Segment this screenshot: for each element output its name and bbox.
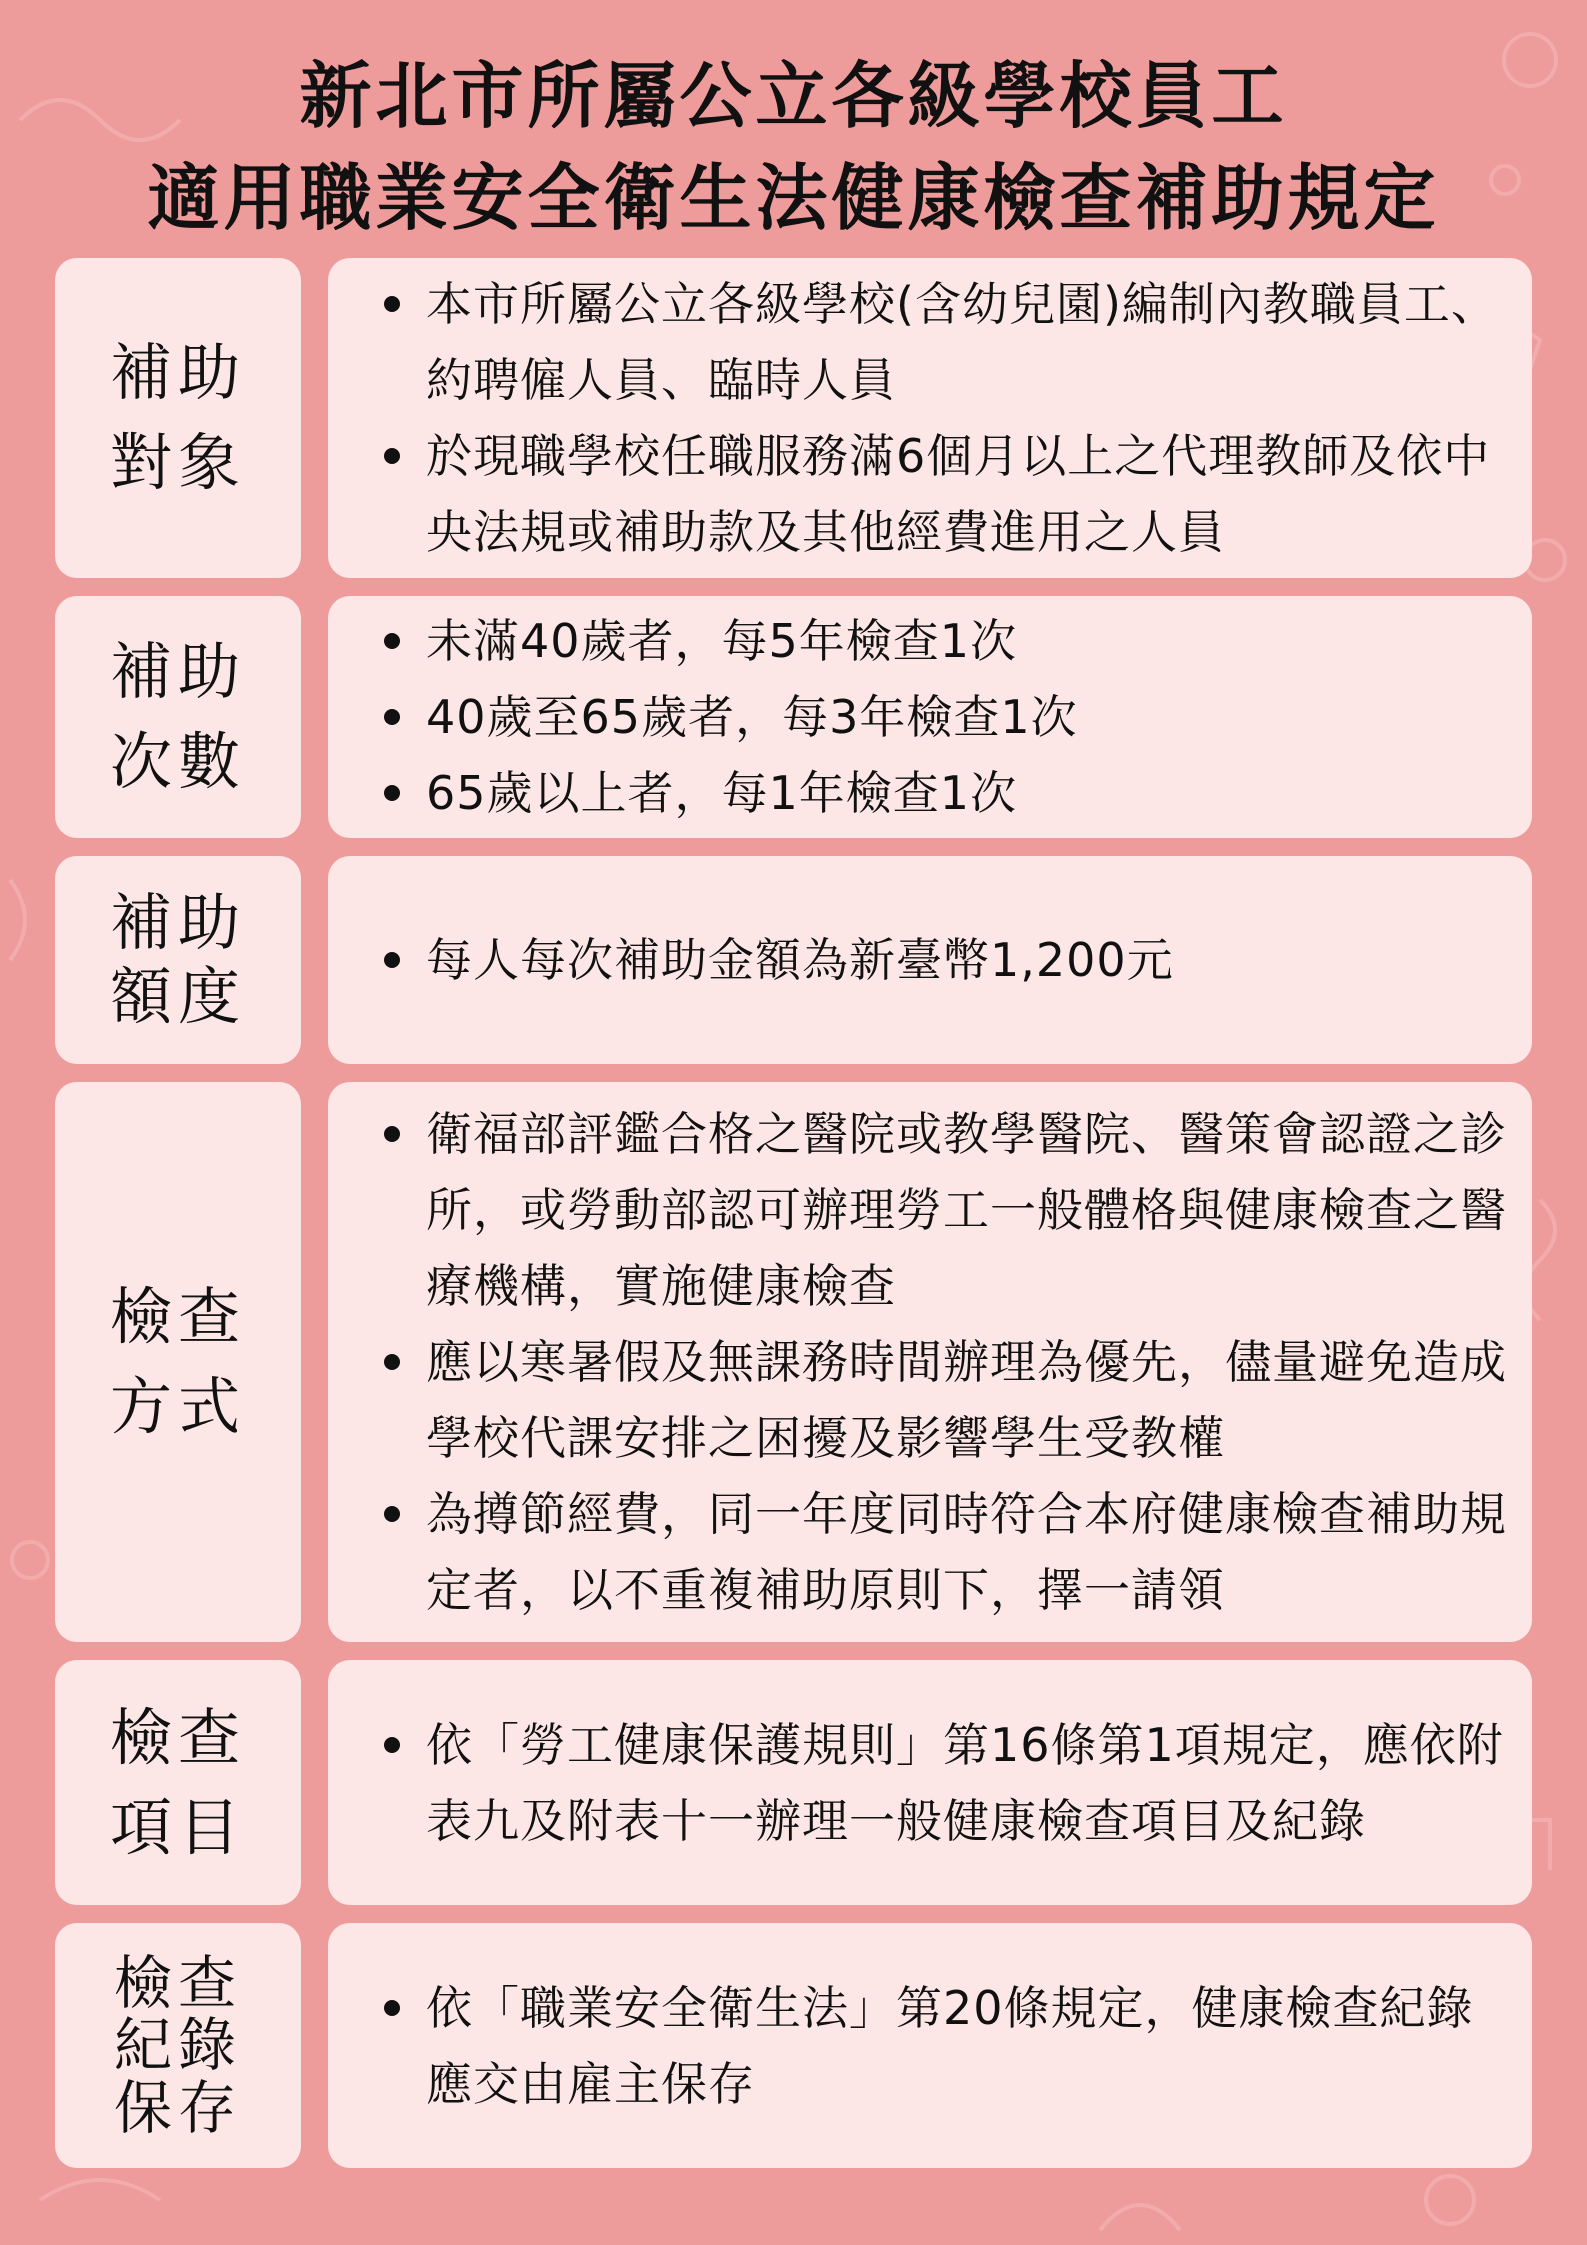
row-content-subsidy-target (328, 258, 1532, 578)
list-item: 衛福部評鑑合格之醫院或教學醫院、醫策會認證之診所，或勞動部認可辦理勞工一般體格與健康檢查之醫療機構，實施健康檢查 (378, 1096, 1512, 1324)
row-label-exam-method (55, 1082, 301, 1642)
page-title-line-2: 適用職業安全衛生法健康檢查補助規定 (147, 156, 1440, 240)
label-line: 方式 (109, 1370, 246, 1443)
list-item: 每人每次補助金額為新臺幣1,200元 (378, 922, 1512, 998)
row-label-exam-items (55, 1660, 301, 1905)
label-line: 檢查 (113, 1948, 242, 2017)
row-content-subsidy-amount (328, 856, 1532, 1064)
label-line: 次數 (109, 725, 246, 798)
row-content-subsidy-frequency (328, 596, 1532, 838)
list-item: 依「勞工健康保護規則」第16條第1項規定，應依附表九及附表十一辦理一般健康檢查項目及紀錄 (378, 1707, 1512, 1859)
list-item: 應以寒暑假及無課務時間辦理為優先，儘量避免造成學校代課安排之困擾及影響學生受教權 (378, 1324, 1512, 1476)
label-line: 補助 (109, 336, 246, 410)
label-line: 項目 (109, 1790, 246, 1864)
row-label-record-retention (55, 1923, 301, 2168)
label-line: 補助 (109, 885, 246, 959)
page-title-line-1: 新北市所屬公立各級學校員工 (299, 54, 1288, 138)
label-line: 保存 (113, 2073, 242, 2142)
label-line: 補助 (109, 635, 246, 709)
label-line: 檢查 (109, 1700, 246, 1774)
label-line: 額度 (109, 960, 246, 1033)
label-line: 檢查 (109, 1280, 246, 1354)
row-content-exam-method (328, 1082, 1532, 1642)
list-item: 65歲以上者，每1年檢查1次 (378, 755, 1512, 831)
row-content-record-retention (328, 1923, 1532, 2168)
list-item: 40歲至65歲者，每3年檢查1次 (378, 679, 1512, 755)
list-item: 於現職學校任職服務滿6個月以上之代理教師及依中央法規或補助款及其他經費進用之人員 (378, 418, 1512, 570)
list-item: 為撙節經費，同一年度同時符合本府健康檢查補助規定者，以不重複補助原則下，擇一請領 (378, 1476, 1512, 1628)
list-item: 依「職業安全衛生法」第20條規定，健康檢查紀錄應交由雇主保存 (378, 1970, 1512, 2122)
row-label-subsidy-target (55, 258, 301, 578)
row-content-exam-items (328, 1660, 1532, 1905)
row-label-subsidy-amount (55, 856, 301, 1064)
label-line: 紀錄 (113, 2011, 242, 2080)
row-label-subsidy-frequency (55, 596, 301, 838)
list-item: 未滿40歲者，每5年檢查1次 (378, 603, 1512, 679)
list-item: 本市所屬公立各級學校(含幼兒園)編制內教職員工、約聘僱人員、臨時人員 (378, 266, 1512, 418)
label-line: 對象 (109, 426, 246, 499)
